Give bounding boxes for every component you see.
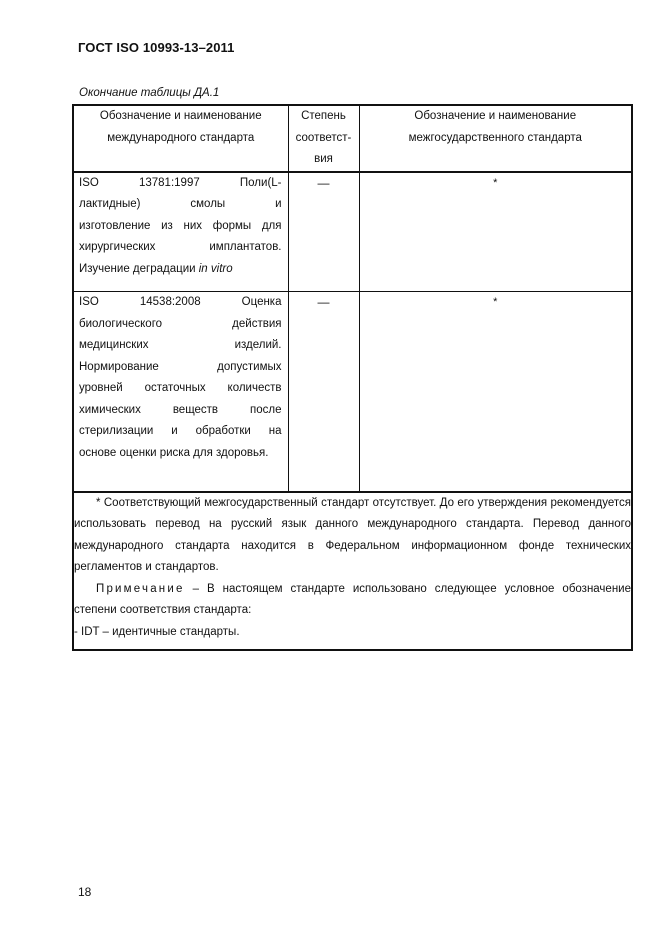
- column-header-international: Обозначение и наименование международного стандарта: [73, 105, 288, 172]
- table-header-row: [73, 105, 632, 172]
- table-row: [73, 292, 632, 492]
- column-header-degree: Степень соответст- вия: [288, 105, 359, 172]
- note-text: Примечание – В настоящем стандарте использовано следующее условное обозначение степени соответствия стандарта:: [74, 582, 631, 616]
- international-standard-cell: ISO 13781:1997 Поли(L- лактидные) смолы и изготовление из них формы для хирургических имплантатов. Изучение деградации in vitro: [73, 172, 288, 292]
- table-caption: Окончание таблицы ДА.1: [79, 87, 220, 99]
- table-row: [73, 172, 632, 292]
- document-title: ГОСТ ISO 10993-13–2011: [78, 40, 235, 55]
- page-number: 18: [78, 885, 92, 899]
- standards-table: [72, 104, 633, 651]
- interstate-standard-cell: *: [359, 292, 632, 492]
- note-item: - IDT – идентичные стандарты.: [74, 625, 240, 638]
- column-header-interstate: Обозначение и наименование межгосударственного стандарта: [359, 105, 632, 172]
- footnote-text: * Соответствующий межгосударственный стандарт отсутствует. До его утверждения рекомендуется использовать перевод на русский язык данного международного стандарта. Перевод данного международного стандарта находится в Федеральном информационном фонде технических регламентов и стандартов.: [74, 496, 631, 573]
- footnote-cell: [73, 492, 632, 650]
- degree-cell: —: [288, 292, 359, 492]
- international-standard-cell: ISO 14538:2008 Оценка биологического действия медицинских изделий. Нормирование допустимых уровней остаточных количеств химических веществ после стерилизации и обработки на основе оценки риска для здоровья.: [73, 292, 288, 492]
- interstate-standard-cell: *: [359, 172, 632, 292]
- degree-cell: —: [288, 172, 359, 292]
- table-footnote-row: [73, 492, 632, 650]
